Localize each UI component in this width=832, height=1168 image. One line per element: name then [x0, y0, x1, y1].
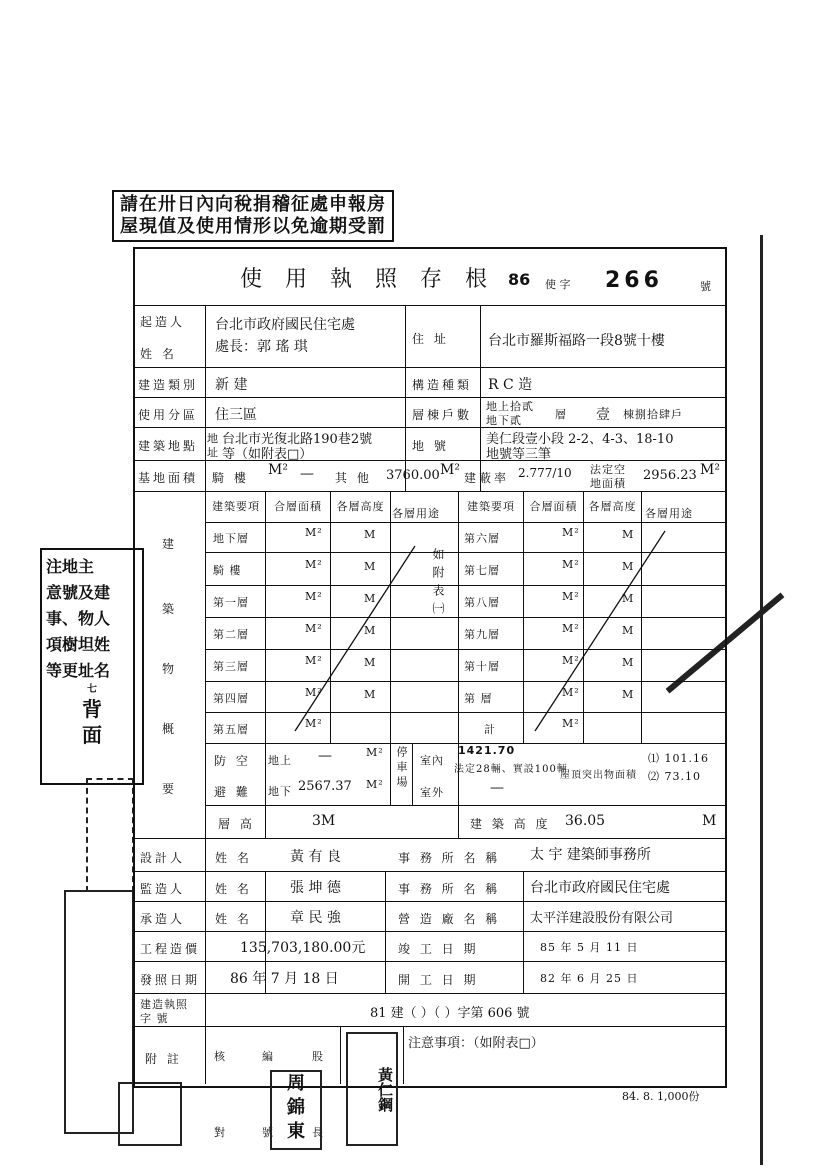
- unit-mark: M²: [562, 558, 580, 571]
- notice-line-2: 屋現值及使用情形以免逾期受罰: [120, 216, 386, 237]
- zone-label: 使用分區: [138, 408, 199, 422]
- floor-label: 地下層: [213, 532, 249, 545]
- unit-mark: M²: [562, 622, 580, 635]
- left-stamp-line: 意號及建: [46, 583, 111, 602]
- area-label: 基地面積: [138, 471, 199, 485]
- left-stamp-line: 面: [82, 723, 102, 747]
- bldg-side-char: 概: [162, 722, 178, 736]
- roof-area-label: 屋頂突出物面積: [560, 770, 637, 781]
- designer-label: 設計人: [140, 851, 186, 865]
- building-height-label: 建 築 高 度: [470, 817, 551, 831]
- left-notice-stamp: [40, 548, 144, 785]
- floor-label: 第八層: [464, 596, 500, 609]
- floor-label: 第九層: [464, 628, 500, 641]
- arcade-unit: M²: [268, 462, 288, 478]
- rule: [133, 901, 725, 902]
- unit-mark: M: [622, 624, 635, 637]
- start-date: 82 年 6 月 25 日: [540, 972, 639, 985]
- col-header-area-right: 合層面積: [529, 500, 578, 513]
- floors-label: 層棟戶數: [412, 408, 473, 422]
- unit-mark: M²: [305, 526, 323, 539]
- unit-count: 棟捌拾肆戶: [623, 408, 683, 421]
- site-sub-1: 地: [207, 432, 219, 445]
- rule: [205, 805, 725, 806]
- category-value: 新 建: [215, 377, 248, 393]
- col-header-height-right: 各層高度: [588, 500, 637, 513]
- contractor-office-label: 營 造 廠 名 稱: [398, 912, 501, 926]
- floor-label: 第二層: [213, 628, 249, 641]
- remark-note: 注意事項：（如附表□）: [408, 1036, 544, 1051]
- unit-mark: M: [364, 688, 377, 701]
- unit-mark: M: [622, 688, 635, 701]
- unit-mark: M²: [562, 717, 580, 730]
- shelter-below-label: 地下: [268, 785, 292, 798]
- contractor-office: 太平洋建設股份有限公司: [530, 911, 674, 926]
- other-label: 其 他: [335, 471, 372, 485]
- arcade-value: —: [300, 466, 314, 482]
- left-stamp-line: 等更址名: [46, 661, 111, 680]
- remark-col: 長: [312, 1126, 324, 1139]
- unit-mark: M: [364, 592, 377, 605]
- left-stamp-line: 項樹坦姓: [46, 635, 111, 654]
- bldg-side-char: 要: [162, 782, 178, 796]
- outdoor-label: 室外: [420, 786, 444, 799]
- floor-label: 第三層: [213, 660, 249, 673]
- rule: [340, 1026, 341, 1084]
- supervisor-office: 台北市政府國民住宅處: [530, 880, 670, 896]
- shelter-above-value: —: [318, 748, 332, 764]
- category-label: 建造類別: [138, 378, 199, 392]
- site-sub-2: 址: [207, 446, 219, 459]
- address-label: 住 址: [412, 332, 449, 346]
- zone-value: 住三區: [215, 407, 257, 423]
- other-unit: M²: [440, 462, 460, 478]
- issue-date: 86 年 7 月 18 日: [230, 971, 339, 987]
- building-height-value: 36.05: [565, 813, 606, 829]
- unit-mark: M²: [305, 686, 323, 699]
- designer-name-label: 姓 名: [215, 851, 252, 865]
- bldg-side-char: 建: [162, 537, 178, 551]
- unit-mark: M²: [562, 686, 580, 699]
- rule: [133, 871, 725, 872]
- floor-label: 第六層: [464, 532, 500, 545]
- owner-name: 台北市政府國民住宅處: [215, 317, 355, 333]
- other-value: 3760.00: [386, 468, 440, 483]
- bldg-side-char: 築: [162, 602, 178, 616]
- left-seal-mark: [86, 778, 134, 892]
- unit-mark: M²: [305, 654, 323, 667]
- indoor-value: 1421.70: [458, 744, 516, 757]
- building-count: 壹: [596, 407, 610, 423]
- site-address-2: 等（如附表□）: [222, 447, 313, 462]
- shelter-above-unit: M²: [366, 746, 384, 759]
- permit-number: 266: [605, 268, 663, 293]
- col-header-item: 建築要項: [212, 500, 260, 513]
- unit-mark: M: [622, 656, 635, 669]
- designer-office-label: 事 務 所 名 稱: [398, 851, 501, 865]
- rule: [133, 1026, 725, 1027]
- bottom-left-seal: [118, 1082, 182, 1146]
- contractor-label: 承造人: [140, 912, 186, 926]
- rule: [133, 305, 725, 306]
- remark-col: 號: [262, 1126, 274, 1139]
- void-strokes: [265, 491, 725, 743]
- approval-seal: [270, 1070, 322, 1150]
- shelter-above-label: 地上: [268, 754, 292, 767]
- start-date-label: 開 工 日 期: [398, 973, 479, 987]
- lot-number-1: 美仁段壹小段 2-2、4-3、18-10: [486, 432, 674, 447]
- remark-col: 核: [214, 1050, 226, 1063]
- floor-label: 計: [484, 723, 496, 736]
- notice-line-1: 請在卅日內向稅捐稽征處申報房: [120, 194, 386, 215]
- indoor-label: 室內: [420, 754, 444, 767]
- floor-height-value: 3M: [312, 813, 336, 829]
- lot-label: 地 號: [412, 439, 449, 453]
- floor-label: 第七層: [464, 564, 500, 577]
- seal-char: 周: [287, 1073, 305, 1094]
- cost-value: 135,703,180.00元: [240, 940, 366, 956]
- permit-label-2: 字 號: [140, 1012, 169, 1025]
- unit-mark: M: [622, 528, 635, 541]
- roof-area-2: ⑵ 73.10: [648, 770, 701, 783]
- rule: [133, 838, 725, 839]
- col-header-height: 各層高度: [336, 500, 385, 513]
- rule: [133, 367, 725, 368]
- coverage-value: 2.777/10: [518, 466, 572, 480]
- rule: [205, 305, 206, 1084]
- unit-mark: M: [622, 592, 635, 605]
- floors-below: 地下貳: [486, 414, 522, 427]
- owner-director: 處長：郭 瑤 琪: [215, 339, 308, 355]
- floor-label: 第五層: [213, 723, 249, 736]
- permit-number-line: 81 建（ ）（ ）字第 606 號: [370, 1006, 530, 1021]
- left-stamp-line: 背: [82, 697, 102, 721]
- unit-mark: M²: [562, 654, 580, 667]
- unit-mark: M: [364, 560, 377, 573]
- coverage-label: 建蔽率: [464, 471, 510, 485]
- print-info: 84. 8. 1,000份: [622, 1090, 700, 1103]
- rule: [133, 993, 725, 994]
- floor-label: 騎 樓: [213, 564, 242, 577]
- rule: [133, 961, 725, 962]
- rule: [385, 871, 386, 993]
- permit-prefix: 使 字: [545, 278, 571, 291]
- seal-char: 東: [287, 1121, 305, 1142]
- roof-area-1: ⑴ 101.16: [648, 752, 709, 765]
- cost-label: 工程造價: [140, 942, 201, 956]
- contractor-name-label: 姓 名: [215, 912, 252, 926]
- left-stamp-line: 事、物人: [46, 609, 111, 628]
- left-stamp-line: 七: [87, 684, 97, 695]
- rule: [133, 397, 725, 398]
- structure-label: 構造種類: [412, 378, 473, 392]
- unit-mark: M: [622, 560, 635, 573]
- supervisor-office-label: 事 務 所 名 稱: [398, 882, 501, 896]
- outdoor-value: —: [490, 780, 504, 796]
- designer-name: 黃 有 良: [290, 849, 341, 865]
- left-stamp-line: 注地主: [46, 557, 95, 576]
- rule: [405, 305, 406, 491]
- unit-mark: M²: [305, 622, 323, 635]
- unit-mark: M²: [305, 590, 323, 603]
- unit-mark: M: [364, 528, 377, 541]
- col-header-use-right: 各層用途: [645, 507, 693, 520]
- unit-mark: M²: [305, 558, 323, 571]
- unit-mark: M²: [305, 717, 323, 730]
- rule: [403, 1026, 404, 1084]
- open-space-label-1: 法定空: [590, 463, 626, 476]
- structure-value: R C 造: [488, 377, 533, 393]
- floors-unit: 層: [555, 408, 567, 421]
- remark-col: 編: [262, 1050, 274, 1063]
- completion-date: 85 年 5 月 11 日: [540, 941, 639, 954]
- remark-col: 對: [214, 1126, 226, 1139]
- supervisor-label: 監造人: [140, 882, 186, 896]
- lot-number-2: 地號等三筆: [486, 447, 552, 462]
- arcade-label: 騎 樓: [212, 471, 249, 485]
- col-header-use: 各層用途: [392, 507, 440, 520]
- indoor-note: 法定28輛、實設100輛: [454, 764, 568, 775]
- rule: [390, 743, 391, 805]
- right-binding-line: [760, 235, 763, 1165]
- floor-label: 第四層: [213, 692, 249, 705]
- col-header-item-right: 建築要項: [467, 500, 515, 513]
- owner-address: 台北市羅斯福路一段8號十樓: [488, 333, 665, 349]
- shelter-label-1: 防 空: [214, 754, 251, 768]
- permit-suffix: 號: [700, 280, 711, 293]
- permit-year: 86: [508, 270, 531, 289]
- issue-date-label: 發照日期: [140, 973, 201, 987]
- seal-char: 錦: [287, 1097, 305, 1118]
- floors-above: 地上拾貳: [486, 400, 534, 413]
- open-space-unit: M²: [700, 462, 720, 478]
- open-space-value: 2956.23: [643, 468, 697, 483]
- remark-label: 附 註: [145, 1052, 182, 1066]
- parking-label: 停車場: [395, 746, 408, 791]
- annex-note: 如附表㈠: [431, 548, 445, 620]
- remark-col: 股: [312, 1050, 324, 1063]
- official-seal: 黃仁鋼: [346, 1032, 398, 1146]
- unit-mark: M: [364, 624, 377, 637]
- designer-office: 太 宇 建築師事務所: [530, 847, 651, 863]
- notice-stamp: [112, 190, 394, 242]
- owner-label: 起造人: [140, 315, 186, 329]
- site-label: 建築地點: [138, 439, 199, 453]
- supervisor-name: 張 坤 德: [290, 880, 341, 896]
- permit-label-1: 建造執照: [140, 998, 188, 1011]
- shelter-label-2: 避 難: [214, 785, 251, 799]
- floor-label: 第一層: [213, 596, 249, 609]
- unit-mark: M²: [562, 526, 580, 539]
- unit-mark: M²: [562, 590, 580, 603]
- building-height-unit: M: [702, 813, 717, 829]
- shelter-below-unit: M²: [366, 778, 384, 791]
- site-address-1: 台北市光復北路190巷2號: [222, 432, 373, 447]
- rule: [412, 743, 413, 805]
- unit-mark: M: [364, 656, 377, 669]
- owner-name-label: 姓 名: [140, 347, 177, 361]
- rule: [480, 305, 481, 491]
- rule: [523, 871, 524, 993]
- bldg-side-char: 物: [162, 662, 178, 676]
- shelter-below-value: 2567.37: [298, 779, 352, 794]
- contractor-name: 章 民 強: [290, 910, 341, 926]
- open-space-label-2: 地面積: [590, 477, 626, 490]
- completion-label: 竣 工 日 期: [398, 942, 479, 956]
- supervisor-name-label: 姓 名: [215, 882, 252, 896]
- rule: [133, 931, 725, 932]
- col-header-area: 合層面積: [274, 500, 322, 513]
- floor-label: 第 層: [464, 692, 493, 705]
- floor-height-label: 層 高: [218, 817, 255, 831]
- form-title: 使 用 執 照 存 根: [240, 267, 495, 292]
- floor-label: 第十層: [464, 660, 500, 673]
